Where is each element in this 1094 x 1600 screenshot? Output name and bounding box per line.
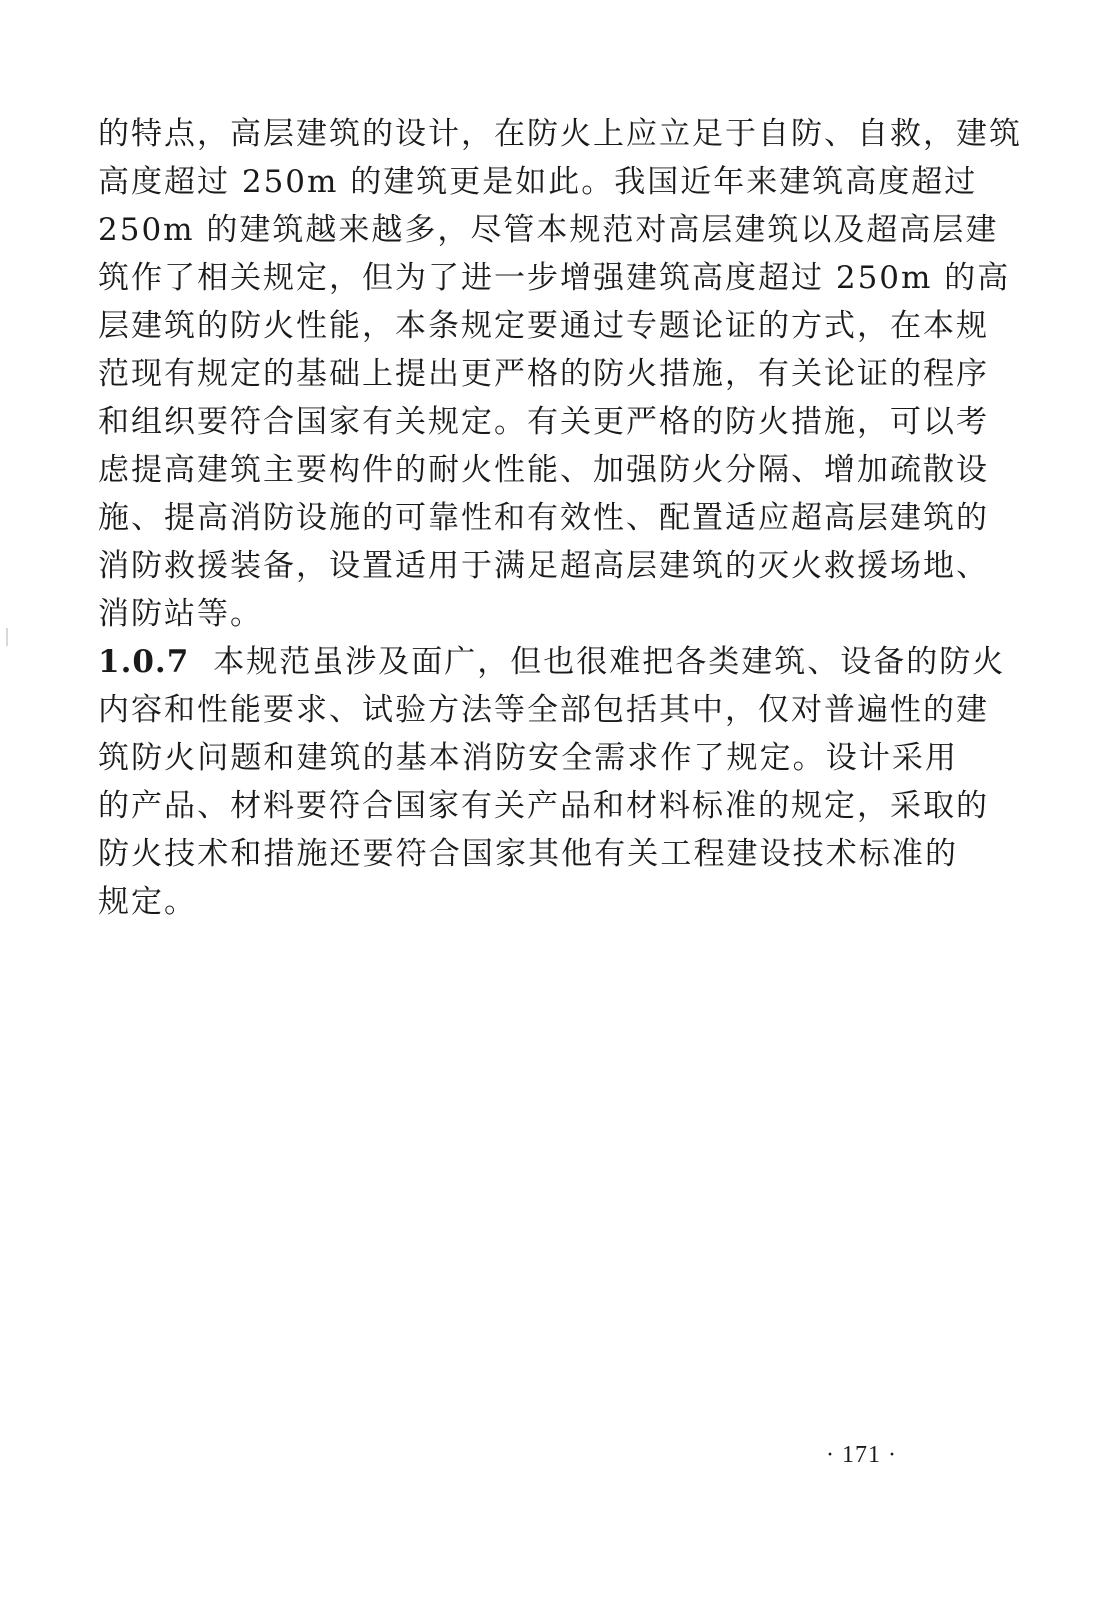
body-text (98, 110, 1022, 926)
text-line: 和组织要符合国家有关规定。有关更严格的防火措施，可以考 (98, 404, 989, 440)
page-number: · 171 · (826, 1442, 897, 1468)
text-line: 防火技术和措施还要符合国家其他有关工程建设技术标准的 (98, 836, 958, 872)
scan-artifact (6, 628, 8, 646)
text-line: 的特点，高层建筑的设计，在防火上应立足于自防、自救，建筑 (98, 116, 1022, 152)
clause-text: 本规范虽涉及面广，但也很难把各类建筑、设备的防火 (213, 644, 1006, 680)
text-line: 内容和性能要求、试验方法等全部包括其中，仅对普遍性的建 (98, 692, 989, 728)
text-line: 消防站等。 (98, 596, 263, 632)
text-line: 施、提高消防设施的可靠性和有效性、配置适应超高层建筑的 (98, 500, 989, 536)
text-line: 高度超过 250m 的建筑更是如此。我国近年来建筑高度超过 (98, 164, 978, 200)
text-line: 筑作了相关规定，但为了进一步增强建筑高度超过 250m 的高 (98, 260, 1011, 296)
text-line: 范现有规定的基础上提出更严格的防火措施，有关论证的程序 (98, 356, 989, 392)
text-line: 层建筑的防火性能，本条规定要通过专题论证的方式，在本规 (98, 308, 989, 344)
clause-number: 1.0.7 (98, 644, 190, 680)
text-line: 规定。 (98, 884, 197, 920)
text-line: 虑提高建筑主要构件的耐火性能、加强防火分隔、增加疏散设 (98, 452, 989, 488)
text-line: 的产品、材料要符合国家有关产品和材料标准的规定，采取的 (98, 788, 989, 824)
text-line: 消防救援装备，设置适用于满足超高层建筑的灭火救援场地、 (98, 548, 989, 584)
text-line: 筑防火问题和建筑的基本消防安全需求作了规定。设计采用 (98, 740, 958, 776)
clause-first-line (98, 638, 1006, 686)
text-line: 250m 的建筑越来越多，尽管本规范对高层建筑以及超高层建 (98, 212, 999, 248)
